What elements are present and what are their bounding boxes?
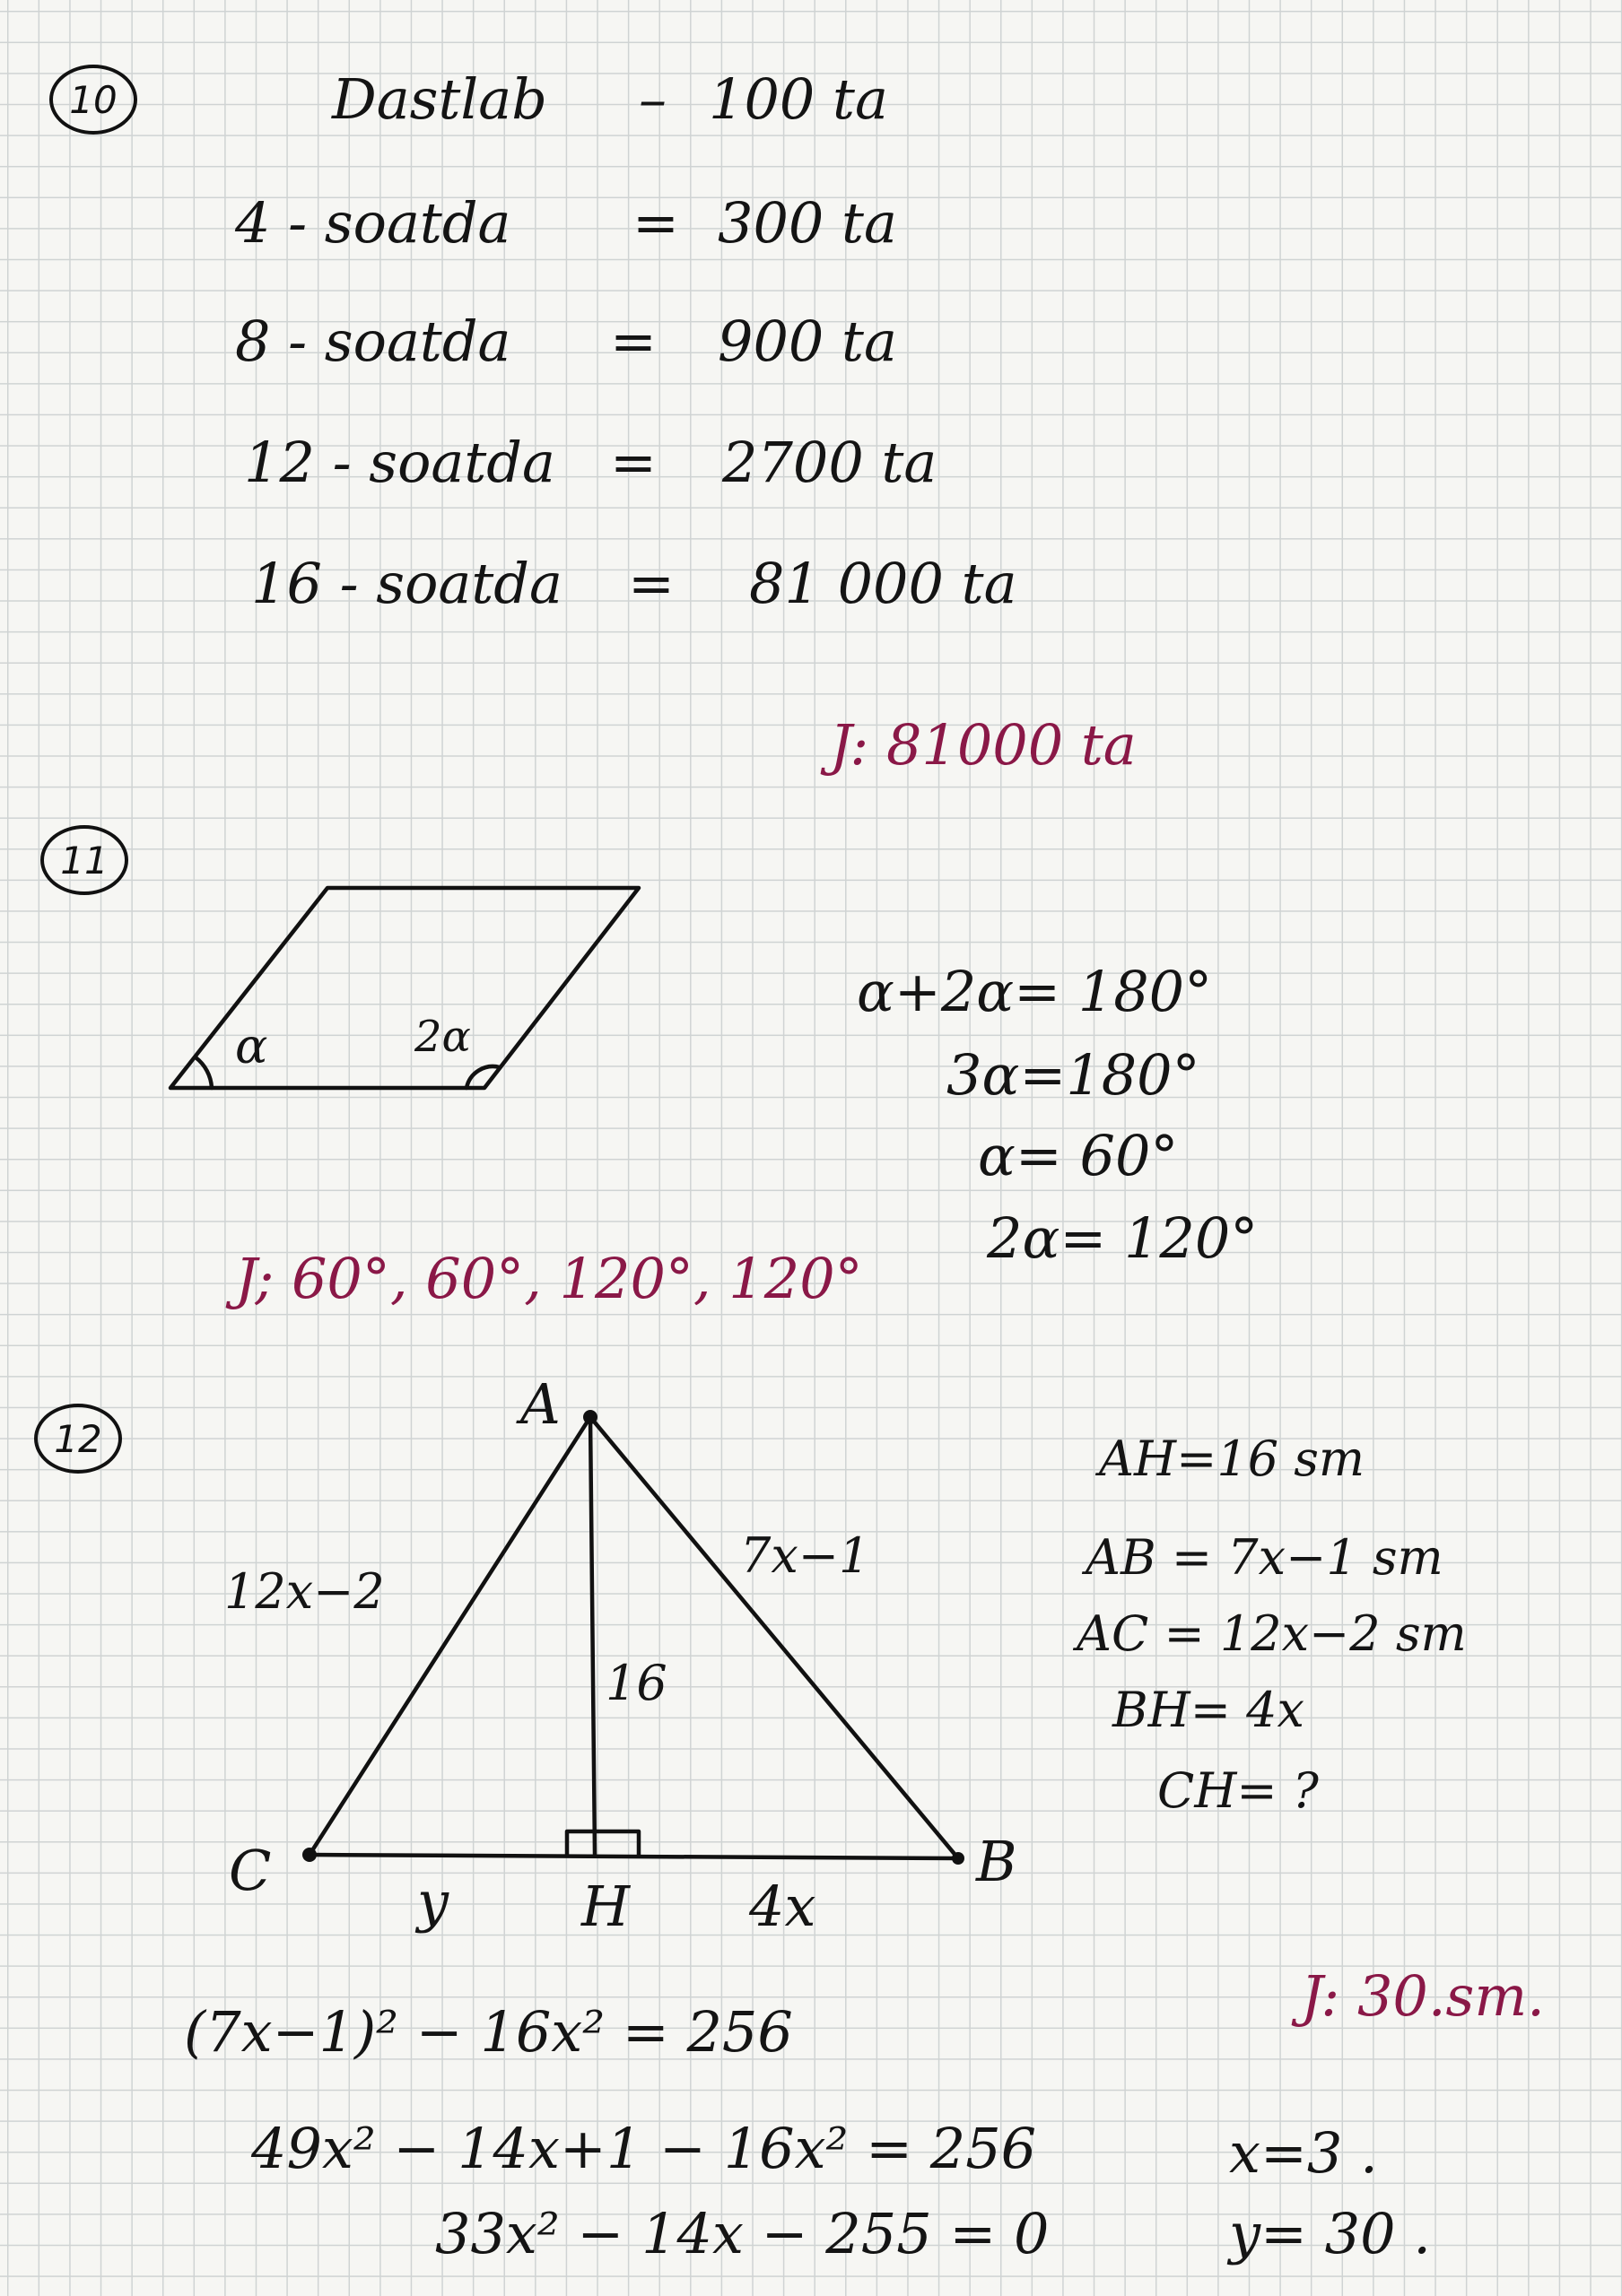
height-label: 16 <box>606 1655 667 1711</box>
problem-10-number: 10 <box>49 65 137 135</box>
p11-step-4: 2α= 120° <box>987 1205 1259 1271</box>
given-ah: AH=16 sm <box>1099 1431 1365 1487</box>
segment-ch-label: y <box>417 1869 449 1935</box>
vertex-b-label: B <box>976 1829 1017 1894</box>
p11-step-1: α+2α= 180° <box>857 959 1213 1024</box>
side-ac-label: 12x−2 <box>224 1563 385 1620</box>
p10-value-initial: 100 ta <box>709 66 888 132</box>
result-y: y= 30 . <box>1229 2201 1431 2266</box>
side-ab-label: 7x−1 <box>740 1527 870 1584</box>
problem-12-number: 12 <box>34 1404 122 1474</box>
angle-2alpha-label: 2α <box>414 1012 471 1062</box>
p10-value-16h: 81 000 ta <box>749 551 1017 616</box>
vertex-c-label: C <box>229 1838 272 1903</box>
p10-value-8h: 900 ta <box>718 309 897 374</box>
p10-sign-16h: = <box>628 551 675 616</box>
p10-sign-8h: = <box>610 309 657 374</box>
equation-1: (7x−1)² − 16x² = 256 <box>184 1999 793 2065</box>
given-bh: BH= 4x <box>1112 1682 1304 1738</box>
vertex-a-label: A <box>520 1371 561 1437</box>
given-ab: AB = 7x−1 sm <box>1086 1529 1443 1586</box>
p10-label-initial: Dastlab <box>332 66 547 132</box>
p11-step-3: α= 60° <box>978 1123 1179 1188</box>
p10-label-16h: 16 - soatda <box>251 551 562 616</box>
side-ac <box>310 1417 590 1855</box>
right-angle-mark <box>567 1831 639 1855</box>
p10-label-8h: 8 - soatda <box>235 309 511 374</box>
p10-sign-initial: – <box>639 66 667 132</box>
foot-h-label: H <box>581 1874 631 1939</box>
p10-value-4h: 300 ta <box>718 190 897 256</box>
vertex-c-dot <box>302 1848 317 1862</box>
p12-answer: J: 30.sm. <box>1301 1963 1545 2029</box>
equation-3: 33x² − 14x − 255 = 0 <box>435 2201 1050 2266</box>
vertex-b-dot <box>952 1852 964 1865</box>
p10-value-12h: 2700 ta <box>722 430 937 495</box>
segment-hb-label: 4x <box>749 1874 816 1939</box>
vertex-a-dot <box>583 1410 597 1424</box>
given-ch: CH= ? <box>1157 1762 1319 1819</box>
side-cb <box>310 1855 958 1858</box>
p11-answer: J; 60°, 60°, 120°, 120° <box>235 1246 863 1311</box>
p10-label-12h: 12 - soatda <box>244 430 555 495</box>
p10-answer: J: 81000 ta <box>830 712 1137 778</box>
height-ah <box>590 1417 595 1855</box>
p10-sign-12h: = <box>610 430 657 495</box>
equation-2: 49x² − 14x+1 − 16x² = 256 <box>251 2116 1037 2181</box>
side-ab <box>590 1417 958 1858</box>
p11-step-2: 3α=180° <box>946 1042 1200 1108</box>
angle-alpha-label: α <box>235 1018 268 1074</box>
result-x: x=3 . <box>1229 2120 1378 2186</box>
p10-label-4h: 4 - soatda <box>235 190 511 256</box>
p10-sign-4h: = <box>632 190 679 256</box>
problem-11-number: 11 <box>40 825 128 895</box>
given-ac: AC = 12x−2 sm <box>1077 1605 1467 1662</box>
